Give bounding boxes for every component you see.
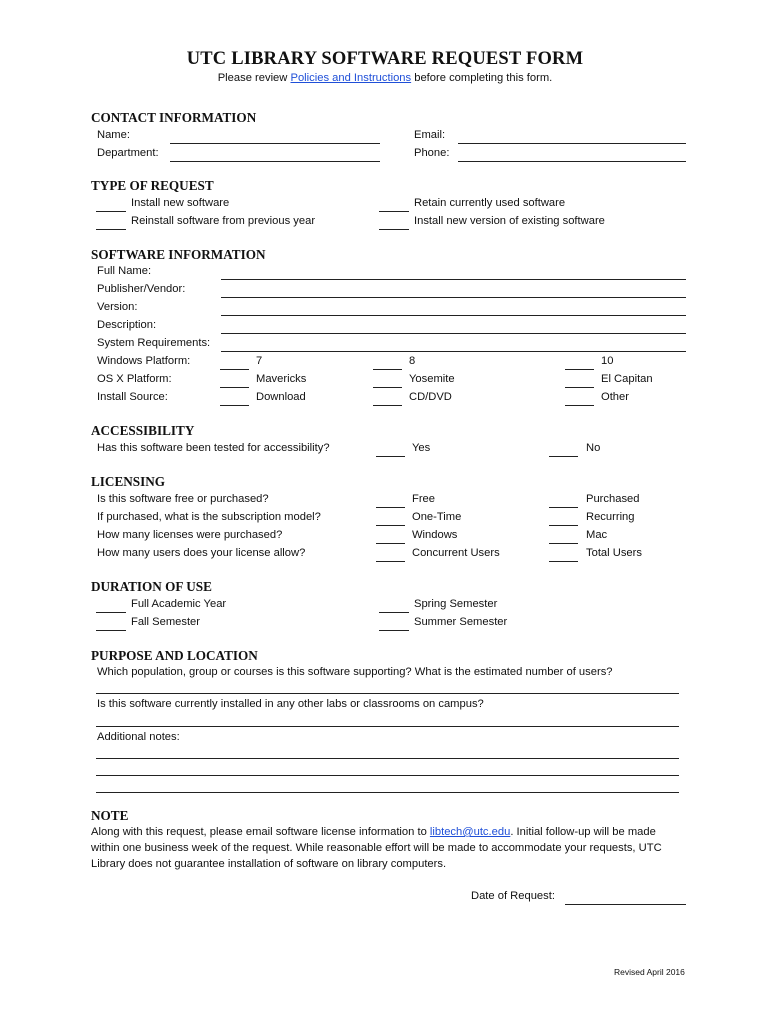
mavericks-label: Mavericks [256, 373, 307, 385]
version-label: Version: [97, 301, 138, 313]
fall-checkbox[interactable] [96, 630, 126, 631]
cd-dvd-label: CD/DVD [409, 391, 452, 403]
windows-8-checkbox[interactable] [373, 369, 402, 370]
windows-7-label: 7 [256, 355, 263, 367]
retain-label: Retain currently used software [414, 197, 566, 209]
accessibility-no-label: No [586, 442, 601, 454]
description-field[interactable] [221, 333, 686, 334]
install-source-label: Install Source: [97, 391, 168, 403]
download-label: Download [256, 391, 306, 403]
install-new-checkbox[interactable] [96, 211, 126, 212]
total-users-field[interactable] [549, 561, 578, 562]
spring-checkbox[interactable] [379, 612, 409, 613]
windows-licenses-field[interactable] [376, 543, 405, 544]
licensing-question: How many licenses were purchased? [97, 529, 283, 541]
windows-8-label: 8 [409, 355, 416, 367]
duration-heading: DURATION OF USE [91, 579, 212, 594]
note-heading: NOTE [91, 808, 129, 823]
reinstall-label: Reinstall software from previous year [131, 215, 316, 227]
accessibility-question: Has this software been tested for accessibility? [97, 442, 330, 454]
licensing-question: How many users does your license allow? [97, 547, 306, 559]
other-source-checkbox[interactable] [565, 405, 594, 406]
publisher-label: Publisher/Vendor: [97, 283, 186, 295]
free-label: Free [412, 493, 436, 505]
mavericks-checkbox[interactable] [220, 387, 249, 388]
contact-heading: CONTACT INFORMATION [91, 110, 257, 125]
summer-checkbox[interactable] [379, 630, 409, 631]
summer-label: Summer Semester [414, 616, 508, 628]
additional-notes-label: Additional notes: [97, 731, 180, 743]
install-version-label: Install new version of existing software [414, 215, 605, 227]
email-field[interactable] [458, 143, 686, 144]
download-checkbox[interactable] [220, 405, 249, 406]
name-label: Name: [97, 129, 130, 141]
note-text-end: . Initial follow-up will be made within one business week of the request. While reasonable effort will be made to accommodate your requests, UTC Library does not guarantee installation of software on library computers. [91, 826, 662, 870]
notes-line-2[interactable] [96, 775, 679, 776]
date-field[interactable] [565, 904, 686, 905]
el-capitan-checkbox[interactable] [565, 387, 594, 388]
note-text [91, 824, 681, 872]
cd-dvd-checkbox[interactable] [373, 405, 402, 406]
concurrent-users-field[interactable] [376, 561, 405, 562]
email-label: Email: [414, 129, 446, 141]
windows-licenses-label: Windows [412, 529, 458, 541]
other-source-label: Other [601, 391, 629, 403]
subtitle-prefix: Please review [217, 72, 291, 84]
mac-licenses-field[interactable] [549, 543, 578, 544]
version-field[interactable] [221, 315, 686, 316]
install-new-label: Install new software [131, 197, 230, 209]
licensing-question: Is this software free or purchased? [97, 493, 269, 505]
subtitle-suffix: before completing this form. [411, 72, 553, 84]
el-capitan-label: El Capitan [601, 373, 653, 385]
name-field[interactable] [170, 143, 380, 144]
description-label: Description: [97, 319, 157, 331]
windows-10-checkbox[interactable] [565, 369, 594, 370]
requirements-label: System Requirements: [97, 337, 211, 349]
total-users-label: Total Users [586, 547, 642, 559]
accessibility-no-checkbox[interactable] [549, 456, 578, 457]
purchased-label: Purchased [586, 493, 640, 505]
software-heading: SOFTWARE INFORMATION [91, 247, 266, 262]
free-checkbox[interactable] [376, 507, 405, 508]
notes-line-3[interactable] [96, 792, 679, 793]
licensing-heading: LICENSING [91, 474, 166, 489]
department-field[interactable] [170, 161, 380, 162]
windows-7-checkbox[interactable] [220, 369, 249, 370]
licensing-question: If purchased, what is the subscription model? [97, 511, 321, 523]
one-time-checkbox[interactable] [376, 525, 405, 526]
windows-platform-label: Windows Platform: [97, 355, 191, 367]
full-name-label: Full Name: [97, 265, 152, 277]
purchased-checkbox[interactable] [549, 507, 578, 508]
libtech-email-link[interactable]: libtech@utc.edu [429, 826, 511, 838]
policies-link[interactable]: Policies and Instructions [290, 72, 412, 84]
department-label: Department: [97, 147, 159, 159]
requirements-field[interactable] [221, 351, 686, 352]
full-year-label: Full Academic Year [131, 598, 227, 610]
spring-label: Spring Semester [414, 598, 498, 610]
notes-line-1[interactable] [96, 758, 679, 759]
publisher-field[interactable] [221, 297, 686, 298]
accessibility-heading: ACCESSIBILITY [91, 423, 195, 438]
mac-licenses-label: Mac [586, 529, 608, 541]
note-text-start: Along with this request, please email software license information to [91, 826, 430, 838]
revision-note: Revised April 2016 [614, 967, 685, 977]
phone-label: Phone: [414, 147, 450, 159]
population-question: Which population, group or courses is this software supporting? What is the estimated number of users? [97, 666, 613, 678]
other-labs-question: Is this software currently installed in any other labs or classrooms on campus? [97, 698, 484, 710]
phone-field[interactable] [458, 161, 686, 162]
population-field[interactable] [96, 693, 679, 694]
one-time-label: One-Time [412, 511, 462, 523]
reinstall-checkbox[interactable] [96, 229, 126, 230]
other-labs-field[interactable] [96, 726, 679, 727]
yosemite-label: Yosemite [409, 373, 455, 385]
form-title: UTC LIBRARY SOFTWARE REQUEST FORM [186, 49, 584, 69]
full-name-field[interactable] [221, 279, 686, 280]
recurring-checkbox[interactable] [549, 525, 578, 526]
request-type-heading: TYPE OF REQUEST [91, 178, 214, 193]
concurrent-users-label: Concurrent Users [412, 547, 500, 559]
accessibility-yes-checkbox[interactable] [376, 456, 405, 457]
full-year-checkbox[interactable] [96, 612, 126, 613]
windows-10-label: 10 [601, 355, 614, 367]
yosemite-checkbox[interactable] [373, 387, 402, 388]
purpose-heading: PURPOSE AND LOCATION [91, 648, 258, 663]
form-subtitle [0, 72, 770, 84]
date-label: Date of Request: [471, 890, 555, 902]
accessibility-yes-label: Yes [412, 442, 431, 454]
retain-checkbox[interactable] [379, 211, 409, 212]
fall-label: Fall Semester [131, 616, 201, 628]
recurring-label: Recurring [586, 511, 635, 523]
osx-platform-label: OS X Platform: [97, 373, 172, 385]
install-version-checkbox[interactable] [379, 229, 409, 230]
